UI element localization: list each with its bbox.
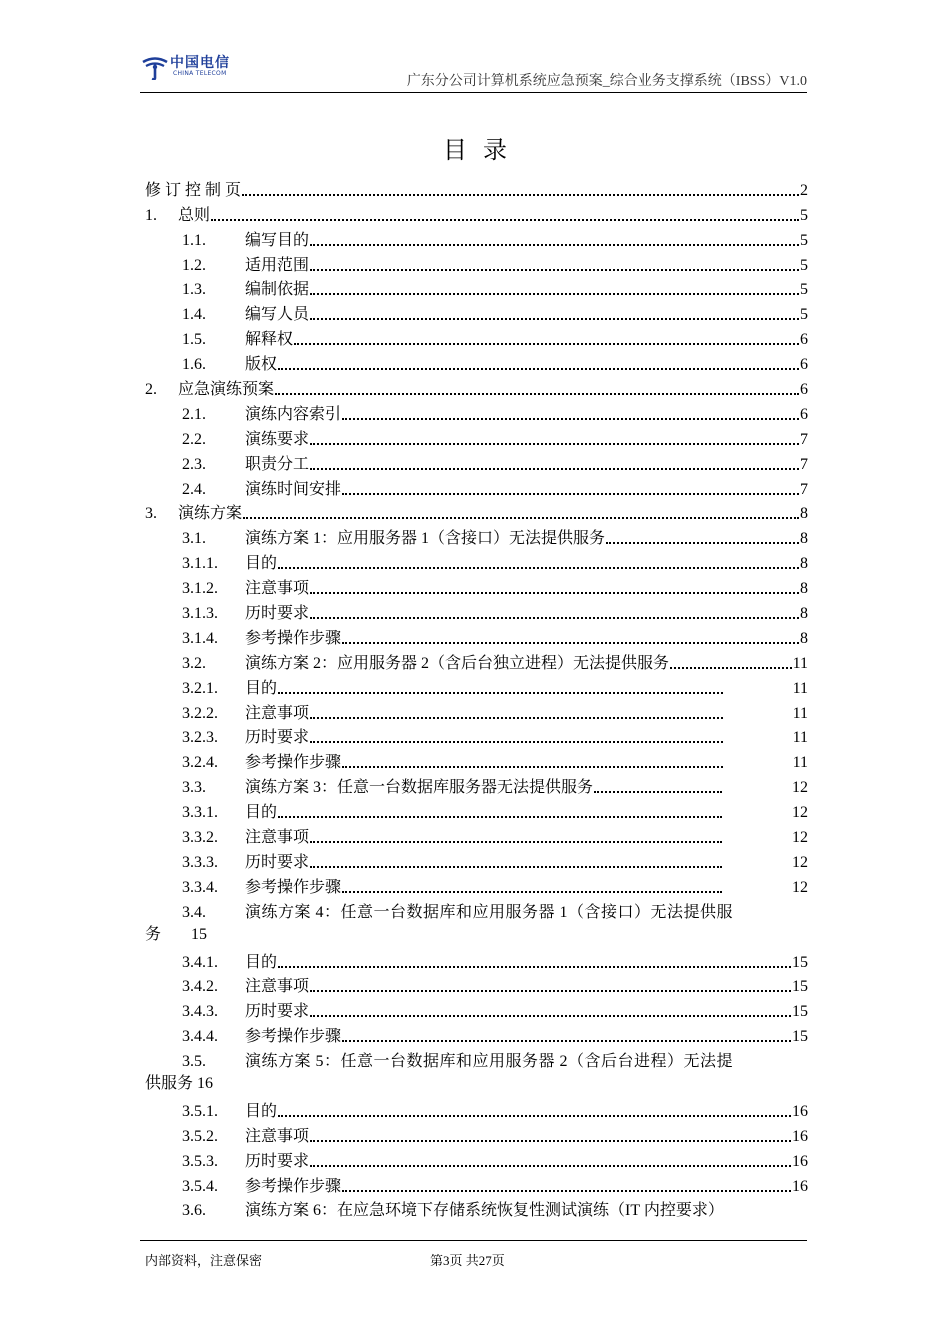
toc-leader-dots bbox=[310, 617, 799, 619]
toc-entry-title: 编制依据 bbox=[245, 281, 310, 299]
toc-entry-page: 16 bbox=[792, 1152, 808, 1170]
footer-confidential-note: 内部资料，注意保密 bbox=[145, 1253, 263, 1268]
toc-entry-number: 3.3.4. bbox=[182, 878, 218, 896]
toc-leader-dots bbox=[342, 766, 723, 768]
toc-leader-dots bbox=[310, 592, 799, 594]
toc-entry-page: 15 bbox=[792, 1028, 808, 1046]
toc-entry-number: 1.2. bbox=[182, 256, 206, 274]
toc-entry-number: 3.5.1. bbox=[182, 1102, 218, 1120]
toc-entry-title: 目的 bbox=[245, 555, 278, 573]
toc-leader-dots bbox=[310, 318, 799, 320]
toc-entry-number: 3.5.3. bbox=[182, 1152, 218, 1170]
toc-entry-number: 3.1. bbox=[182, 530, 206, 548]
toc-leader-dots bbox=[342, 1190, 791, 1192]
toc-entry-title: 演练方案 2：应用服务器 2（含后台独立进程）无法提供服务 bbox=[245, 654, 670, 672]
toc-entry-page: 11 bbox=[792, 729, 808, 747]
toc-leader-dots bbox=[310, 443, 799, 445]
toc-entry[interactable] bbox=[145, 549, 808, 574]
toc-entry-title: 目的 bbox=[245, 953, 278, 971]
toc-leader-dots bbox=[670, 667, 792, 669]
toc-entry-number: 3.3.3. bbox=[182, 853, 218, 871]
toc-entry-title: 版权 bbox=[245, 356, 278, 374]
toc-entry-page: 8 bbox=[800, 505, 808, 523]
toc-leader-dots bbox=[310, 741, 723, 743]
toc-entry-title: 注意事项 bbox=[245, 978, 310, 996]
toc-entry-title: 注意事项 bbox=[245, 580, 310, 598]
toc-entry-number: 2.4. bbox=[182, 480, 206, 498]
toc-leader-dots bbox=[342, 1040, 791, 1042]
toc-entry-number: 2.2. bbox=[182, 430, 206, 448]
toc-entry-page: 8 bbox=[800, 629, 808, 647]
toc-entry-page: 12 bbox=[792, 779, 808, 797]
toc-entry-number: 3.6. bbox=[182, 1202, 206, 1220]
toc-leader-dots bbox=[310, 990, 791, 992]
toc-entry-title: 演练方案 bbox=[178, 505, 243, 523]
toc-entry[interactable] bbox=[145, 873, 808, 898]
toc-entry-title: 参考操作步骤 bbox=[245, 1177, 342, 1195]
toc-leader-dots bbox=[278, 966, 791, 968]
toc-entry-title: 参考操作步骤 bbox=[245, 878, 342, 896]
toc-entry[interactable] bbox=[145, 898, 808, 948]
toc-entry[interactable] bbox=[145, 375, 808, 400]
toc-entry-title: 演练内容索引 bbox=[245, 405, 342, 423]
toc-entry[interactable] bbox=[145, 524, 808, 549]
toc-entry[interactable] bbox=[145, 823, 808, 848]
toc-entry-number: 3. bbox=[145, 505, 157, 523]
toc-leader-dots bbox=[294, 343, 799, 345]
toc-entry-number: 1.4. bbox=[182, 306, 206, 324]
toc-entry-page: 16 bbox=[792, 1177, 808, 1195]
toc-leader-dots bbox=[310, 1165, 791, 1167]
toc-entry-page: 15 bbox=[792, 1003, 808, 1021]
toc-entry-page: 12 bbox=[792, 804, 808, 822]
toc-entry-title: 适用范围 bbox=[245, 256, 310, 274]
toc-entry[interactable] bbox=[145, 1197, 808, 1222]
toc-entry[interactable] bbox=[145, 599, 808, 624]
toc-entry-title: 目的 bbox=[245, 1102, 278, 1120]
toc-entry-number: 1.1. bbox=[182, 231, 206, 249]
china-telecom-logo bbox=[140, 52, 232, 82]
toc-entry-number: 1.3. bbox=[182, 281, 206, 299]
toc-entry-page: 7 bbox=[800, 455, 808, 473]
toc-entry-page: 15 bbox=[792, 978, 808, 996]
toc-entry-title: 演练方案 4：任意一台数据库和应用服务器 1（含接口）无法提供服 bbox=[245, 903, 734, 921]
toc-entry-number: 2.3. bbox=[182, 455, 206, 473]
toc-entry-number: 2. bbox=[145, 381, 157, 399]
toc-entry-number: 3.4.2. bbox=[182, 978, 218, 996]
toc-entry-title: 演练方案 3：任意一台数据库服务器无法提供服务 bbox=[245, 779, 594, 797]
toc-entry[interactable] bbox=[145, 699, 808, 724]
toc-entry-title: 职责分工 bbox=[245, 455, 310, 473]
toc-entry-page: 12 bbox=[792, 878, 808, 896]
toc-entry-page: 15 bbox=[792, 953, 808, 971]
toc-entry[interactable] bbox=[145, 1047, 808, 1097]
toc-entry-number: 1.6. bbox=[182, 356, 206, 374]
toc-leader-dots bbox=[310, 717, 723, 719]
toc-entry-title: 参考操作步骤 bbox=[245, 629, 342, 647]
toc-entry[interactable] bbox=[145, 325, 808, 350]
toc-entry-number: 3.5.2. bbox=[182, 1127, 218, 1145]
toc-leader-dots bbox=[275, 393, 799, 395]
toc-entry-page: 7 bbox=[800, 430, 808, 448]
toc-entry[interactable] bbox=[145, 475, 808, 500]
toc-entry-title: 演练方案 5：任意一台数据库和应用服务器 2（含后台进程）无法提 bbox=[245, 1053, 734, 1071]
toc-entry[interactable] bbox=[145, 574, 808, 599]
toc-entry-page: 12 bbox=[792, 853, 808, 871]
toc-entry[interactable] bbox=[145, 773, 808, 798]
toc-entry[interactable] bbox=[145, 624, 808, 649]
toc-entry-page: 5 bbox=[800, 306, 808, 324]
toc-entry-number: 3.4.3. bbox=[182, 1003, 218, 1021]
toc-entry-page: 8 bbox=[800, 555, 808, 573]
toc-entry-number: 1.5. bbox=[182, 331, 206, 349]
toc-leader-dots bbox=[211, 219, 799, 221]
toc-entry-page: 5 bbox=[800, 206, 808, 224]
toc-entry-number: 3.3.2. bbox=[182, 829, 218, 847]
toc-entry-title: 目的 bbox=[245, 679, 278, 697]
toc-entry-number: 3.4.1. bbox=[182, 953, 218, 971]
toc-entry-page: 16 bbox=[792, 1127, 808, 1145]
toc-entry-number: 3.1.4. bbox=[182, 629, 218, 647]
toc-leader-dots bbox=[310, 269, 799, 271]
toc-entry[interactable] bbox=[145, 997, 808, 1022]
toc-leader-dots bbox=[278, 368, 799, 370]
toc-entry[interactable] bbox=[145, 724, 808, 749]
toc-entry[interactable] bbox=[145, 276, 808, 301]
logo-chinese-text: 中国电信 bbox=[170, 55, 230, 71]
china-telecom-emblem-icon bbox=[140, 54, 170, 80]
toc-entry-page: 8 bbox=[800, 580, 808, 598]
toc-leader-dots bbox=[310, 293, 799, 295]
toc-entry-page: 12 bbox=[792, 829, 808, 847]
toc-entry-title: 注意事项 bbox=[245, 1127, 310, 1145]
toc-entry-title: 参考操作步骤 bbox=[245, 1028, 342, 1046]
toc-entry[interactable] bbox=[145, 1172, 808, 1197]
toc-entry[interactable] bbox=[145, 450, 808, 475]
toc-entry-title: 目的 bbox=[245, 804, 278, 822]
toc-entry-title: 演练方案 6：在应急环境下存储系统恢复性测试演练（IT 内控要求） bbox=[245, 1202, 724, 1220]
toc-leader-dots bbox=[310, 841, 722, 843]
toc-entry-number: 3.4.4. bbox=[182, 1028, 218, 1046]
toc-entry[interactable] bbox=[145, 176, 808, 201]
toc-entry-title: 参考操作步骤 bbox=[245, 754, 342, 772]
toc-leader-dots bbox=[242, 194, 799, 196]
toc-entry[interactable] bbox=[145, 226, 808, 251]
toc-entry-title: 注意事项 bbox=[245, 829, 310, 847]
toc-leader-dots bbox=[243, 517, 799, 519]
toc-entry[interactable] bbox=[145, 300, 808, 325]
toc-entry[interactable] bbox=[145, 400, 808, 425]
toc-leader-dots bbox=[310, 468, 799, 470]
toc-entry-title: 历时要求 bbox=[245, 853, 310, 871]
toc-leader-dots bbox=[278, 816, 722, 818]
toc-entry[interactable] bbox=[145, 251, 808, 276]
toc-entry-page: 5 bbox=[800, 281, 808, 299]
toc-entry-title: 演练时间安排 bbox=[245, 480, 342, 498]
toc-entry-page: 6 bbox=[800, 405, 808, 423]
toc-entry-title-continued: 务 bbox=[145, 925, 162, 943]
toc-entry-number: 3.4. bbox=[182, 903, 206, 921]
toc-leader-dots bbox=[606, 542, 799, 544]
toc-entry-number: 3.2.2. bbox=[182, 704, 218, 722]
toc-leader-dots bbox=[278, 692, 723, 694]
toc-leader-dots bbox=[342, 642, 799, 644]
footer-divider bbox=[140, 1240, 807, 1241]
toc-entry-page: 15 bbox=[191, 925, 208, 943]
toc-entry[interactable] bbox=[145, 1097, 808, 1122]
toc-entry-title: 编写人员 bbox=[245, 306, 310, 324]
toc-entry-number: 3.5. bbox=[182, 1053, 206, 1071]
toc-entry[interactable] bbox=[145, 948, 808, 973]
toc-entry-title: 演练方案 1：应用服务器 1（含接口）无法提供服务 bbox=[245, 530, 606, 548]
toc-entry-page: 11 bbox=[792, 679, 808, 697]
toc-entry-title: 应急演练预案 bbox=[178, 381, 275, 399]
toc-entry[interactable] bbox=[145, 848, 808, 873]
toc-entry-number: 3.3. bbox=[182, 779, 206, 797]
toc-entry-number: 1. bbox=[145, 206, 157, 224]
toc-entry-number: 3.2.1. bbox=[182, 679, 218, 697]
toc-entry-title-continued: 供服务 bbox=[145, 1075, 194, 1093]
toc-entry-page: 11 bbox=[792, 704, 808, 722]
toc-leader-dots bbox=[342, 891, 722, 893]
toc-leader-dots bbox=[310, 244, 799, 246]
table-of-contents bbox=[145, 176, 808, 1221]
toc-entry-page: 16 bbox=[197, 1075, 214, 1093]
toc-leader-dots bbox=[342, 418, 799, 420]
toc-entry-number: 3.2. bbox=[182, 654, 206, 672]
toc-entry-page: 7 bbox=[800, 480, 808, 498]
toc-entry[interactable] bbox=[145, 425, 808, 450]
toc-entry[interactable] bbox=[145, 649, 808, 674]
toc-leader-dots bbox=[342, 493, 799, 495]
toc-entry-page: 8 bbox=[800, 530, 808, 548]
toc-leader-dots bbox=[278, 1115, 791, 1117]
toc-entry[interactable] bbox=[145, 500, 808, 525]
toc-entry-page: 2 bbox=[800, 181, 808, 199]
toc-entry-number: 3.2.3. bbox=[182, 729, 218, 747]
toc-entry-title: 历时要求 bbox=[245, 1003, 310, 1021]
toc-entry-number: 2.1. bbox=[182, 405, 206, 423]
toc-entry-page: 5 bbox=[800, 231, 808, 249]
toc-entry-page: 8 bbox=[800, 605, 808, 623]
toc-entry-page: 5 bbox=[800, 256, 808, 274]
toc-entry-title: 历时要求 bbox=[245, 605, 310, 623]
toc-entry-number: 3.2.4. bbox=[182, 754, 218, 772]
toc-entry-number: 3.1.1. bbox=[182, 555, 218, 573]
toc-entry-number: 3.3.1. bbox=[182, 804, 218, 822]
toc-entry-number: 3.1.3. bbox=[182, 605, 218, 623]
toc-entry-page: 6 bbox=[800, 356, 808, 374]
toc-entry[interactable] bbox=[145, 748, 808, 773]
toc-entry-title: 编写目的 bbox=[245, 231, 310, 249]
toc-entry[interactable] bbox=[145, 1122, 808, 1147]
toc-entry-title: 注意事项 bbox=[245, 704, 310, 722]
toc-entry[interactable] bbox=[145, 973, 808, 998]
toc-entry-page: 6 bbox=[800, 381, 808, 399]
toc-entry-title: 修 订 控 制 页 bbox=[145, 181, 242, 199]
toc-entry-number: 3.5.4. bbox=[182, 1177, 218, 1195]
document-header-title: 广东分公司计算机系统应急预案_综合业务支撑系统（IBSS）V1.0 bbox=[406, 74, 807, 89]
toc-entry-page: 11 bbox=[792, 754, 808, 772]
toc-entry-title: 历时要求 bbox=[245, 729, 310, 747]
toc-entry-title: 总则 bbox=[178, 206, 211, 224]
toc-entry[interactable] bbox=[145, 1022, 808, 1047]
toc-entry-page: 16 bbox=[792, 1102, 808, 1120]
toc-entry-page: 11 bbox=[792, 654, 808, 672]
footer-page-number: 第3页 共27页 bbox=[430, 1253, 505, 1268]
toc-entry[interactable] bbox=[145, 798, 808, 823]
toc-entry-title: 解释权 bbox=[245, 331, 294, 349]
toc-entry[interactable] bbox=[145, 674, 808, 699]
toc-leader-dots bbox=[594, 791, 722, 793]
toc-entry-title: 历时要求 bbox=[245, 1152, 310, 1170]
logo-english-text: CHINA TELECOM bbox=[173, 70, 227, 77]
toc-leader-dots bbox=[278, 567, 799, 569]
header-divider bbox=[140, 92, 807, 93]
toc-leader-dots bbox=[310, 1140, 791, 1142]
toc-entry-number: 3.1.2. bbox=[182, 580, 218, 598]
toc-entry-title: 演练要求 bbox=[245, 430, 310, 448]
toc-entry[interactable] bbox=[145, 1147, 808, 1172]
toc-entry[interactable] bbox=[145, 201, 808, 226]
toc-title: 目录 bbox=[443, 136, 523, 164]
toc-entry-page: 6 bbox=[800, 331, 808, 349]
toc-entry[interactable] bbox=[145, 350, 808, 375]
toc-leader-dots bbox=[310, 866, 722, 868]
toc-leader-dots bbox=[310, 1015, 791, 1017]
